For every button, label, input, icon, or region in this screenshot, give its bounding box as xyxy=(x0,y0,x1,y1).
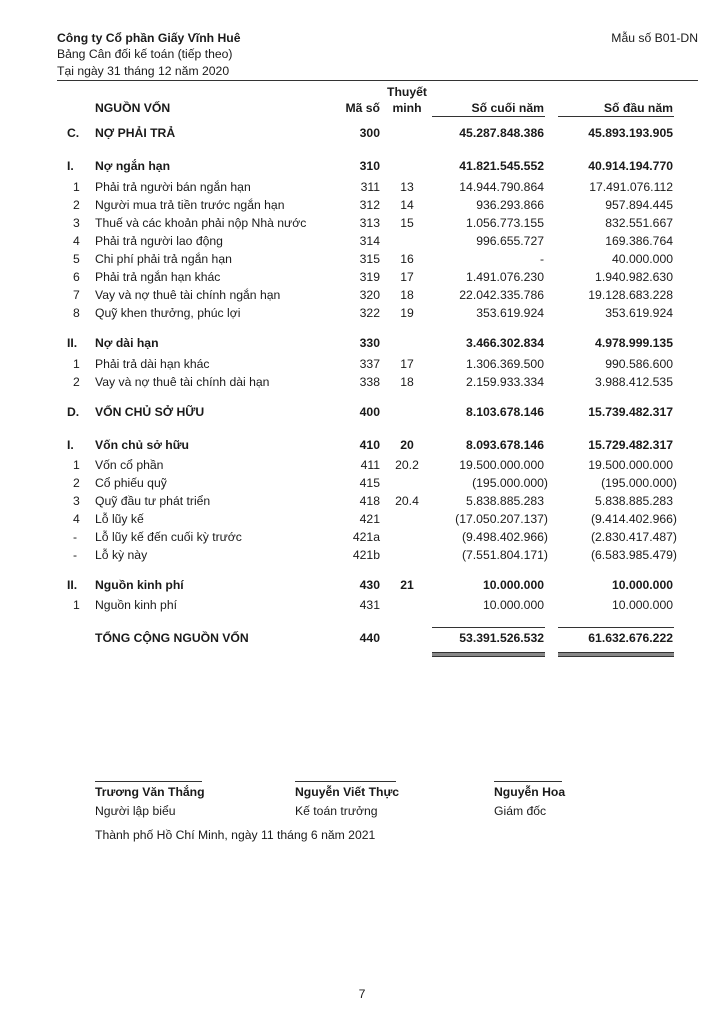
row-end-year-value: - xyxy=(539,252,544,266)
row-begin-year-value: 4.978.999.135 xyxy=(595,336,673,350)
table-row xyxy=(0,494,724,512)
row-index: I. xyxy=(67,159,74,173)
row-label: VỐN CHỦ SỞ HỮU xyxy=(95,405,205,419)
row-label: Vốn cổ phần xyxy=(95,458,164,472)
row-index: 4 xyxy=(73,234,80,248)
table-row xyxy=(0,252,724,270)
table-row xyxy=(0,234,724,252)
row-code: 312 xyxy=(359,198,380,212)
row-index: - xyxy=(73,548,78,562)
total-begin-top-rule xyxy=(558,627,674,628)
row-end-year-value: (17.050.207.137) xyxy=(455,512,548,526)
signature-line-chief-accountant xyxy=(295,781,396,782)
row-label: Phải trả ngắn hạn khác xyxy=(95,270,221,284)
table-row xyxy=(0,270,724,288)
column-header-end-year: Số cuối năm xyxy=(471,101,544,115)
row-index: 1 xyxy=(73,598,80,612)
preparer-role: Người lập biểu xyxy=(95,804,176,818)
director-name: Nguyễn Hoa xyxy=(494,785,566,799)
row-code: 330 xyxy=(359,336,380,350)
column-header-note-line2: minh xyxy=(392,101,422,115)
row-index: 5 xyxy=(73,252,80,266)
row-code: 319 xyxy=(359,270,380,284)
row-begin-year-value: 990.586.600 xyxy=(605,357,673,371)
column-header-code: Mã số xyxy=(345,101,380,115)
row-end-year-value: 19.500.000.000 xyxy=(459,458,544,472)
row-note: 17 xyxy=(400,270,414,284)
chief-accountant-name: Nguyễn Viết Thực xyxy=(295,785,400,799)
row-label: Lỗ kỳ này xyxy=(95,548,148,562)
total-row xyxy=(0,631,724,649)
row-index: I. xyxy=(67,438,74,452)
row-code: 338 xyxy=(359,375,380,389)
row-code: 337 xyxy=(359,357,380,371)
row-begin-year-value: (9.414.402.966) xyxy=(590,512,677,526)
row-begin-year-value: 45.893.193.905 xyxy=(588,126,673,140)
place-and-date: Thành phố Hồ Chí Minh, ngày 11 tháng 6 năm 2021 xyxy=(95,828,376,842)
row-index: 3 xyxy=(73,216,80,230)
row-label: Cổ phiếu quỹ xyxy=(95,476,167,490)
row-code: 440 xyxy=(359,631,380,645)
row-index: D. xyxy=(67,405,80,419)
row-index: 4 xyxy=(73,512,80,526)
table-row xyxy=(0,288,724,306)
total-end-double-rule xyxy=(432,652,545,657)
row-code: 400 xyxy=(359,405,380,419)
table-row xyxy=(0,476,724,494)
row-begin-year-value: (6.583.985.479) xyxy=(590,548,677,562)
section-row xyxy=(0,405,724,423)
row-index: 3 xyxy=(73,494,80,508)
row-code: 311 xyxy=(360,180,380,194)
row-index: II. xyxy=(67,336,78,350)
row-note: 18 xyxy=(400,375,414,389)
row-note: 13 xyxy=(400,180,414,194)
row-begin-year-value: 19.500.000.000 xyxy=(588,458,673,472)
row-begin-year-value: 40.000.000 xyxy=(612,252,673,266)
row-begin-year-value: 17.491.076.112 xyxy=(589,180,673,194)
row-end-year-value: 3.466.302.834 xyxy=(466,336,544,350)
column-header-note-line1: Thuyết xyxy=(387,85,427,99)
page-number: 7 xyxy=(358,987,366,1001)
row-code: 310 xyxy=(359,159,380,173)
end-year-header-underline xyxy=(432,116,545,117)
row-end-year-value: 45.287.848.386 xyxy=(459,126,544,140)
row-begin-year-value: 957.894.445 xyxy=(605,198,673,212)
row-label: Phải trả người lao động xyxy=(95,234,223,248)
section-row xyxy=(0,126,724,144)
preparer-name: Trương Văn Thắng xyxy=(95,785,205,799)
row-label: Lỗ lũy kế đến cuối kỳ trước xyxy=(95,530,242,544)
row-begin-year-value: 832.551.667 xyxy=(605,216,673,230)
row-code: 430 xyxy=(359,578,380,592)
row-code: 431 xyxy=(359,598,380,612)
row-end-year-value: 1.056.773.155 xyxy=(466,216,544,230)
row-begin-year-value: 10.000.000 xyxy=(612,598,673,612)
row-label: NỢ PHẢI TRẢ xyxy=(95,126,176,140)
row-index: 7 xyxy=(73,288,80,302)
row-end-year-value: 10.000.000 xyxy=(483,578,544,592)
table-row xyxy=(0,180,724,198)
form-number: Mẫu số B01-DN xyxy=(611,31,698,45)
row-note: 20.2 xyxy=(395,458,419,472)
row-end-year-value: 14.944.790.864 xyxy=(459,180,544,194)
row-label: Nợ ngắn hạn xyxy=(95,159,171,173)
row-index: C. xyxy=(67,126,80,140)
row-begin-year-value: 5.838.885.283 xyxy=(595,494,673,508)
row-end-year-value: 2.159.933.334 xyxy=(466,375,544,389)
table-row xyxy=(0,216,724,234)
row-index: 2 xyxy=(73,375,80,389)
subtotal-row xyxy=(0,336,724,354)
total-begin-double-rule xyxy=(558,652,674,657)
row-end-year-value: 41.821.545.552 xyxy=(459,159,544,173)
table-row xyxy=(0,512,724,530)
row-label: Chi phí phải trả ngắn hạn xyxy=(95,252,232,266)
row-label: Nợ dài hạn xyxy=(95,336,159,350)
row-end-year-value: 1.306.369.500 xyxy=(466,357,544,371)
row-end-year-value: 996.655.727 xyxy=(476,234,544,248)
row-code: 415 xyxy=(359,476,380,490)
row-index: 1 xyxy=(73,458,80,472)
table-row xyxy=(0,530,724,548)
row-label: Vay và nợ thuê tài chính dài hạn xyxy=(95,375,270,389)
row-begin-year-value: 3.988.412.535 xyxy=(595,375,673,389)
row-note: 14 xyxy=(400,198,414,212)
begin-year-header-underline xyxy=(558,116,674,117)
row-begin-year-value: (195.000.000) xyxy=(601,476,677,490)
row-end-year-value: 353.619.924 xyxy=(476,306,544,320)
row-begin-year-value: (2.830.417.487) xyxy=(590,530,677,544)
column-header-begin-year: Số đầu năm xyxy=(603,101,673,115)
row-end-year-value: 5.838.885.283 xyxy=(466,494,544,508)
row-code: 418 xyxy=(359,494,380,508)
row-begin-year-value: 1.940.982.630 xyxy=(595,270,673,284)
row-code: 314 xyxy=(359,234,380,248)
row-begin-year-value: 15.739.482.317 xyxy=(588,405,673,419)
row-label: Vốn chủ sở hữu xyxy=(95,438,190,452)
row-label: Thuế và các khoản phải nộp Nhà nước xyxy=(95,216,307,230)
row-code: 315 xyxy=(359,252,380,266)
row-begin-year-value: 40.914.194.770 xyxy=(588,159,673,173)
header-divider xyxy=(57,80,698,81)
total-end-top-rule xyxy=(432,627,545,628)
row-begin-year-value: 169.386.764 xyxy=(605,234,673,248)
row-end-year-value: 1.491.076.230 xyxy=(466,270,544,284)
row-label: Quỹ đầu tư phát triển xyxy=(95,494,211,508)
row-end-year-value: (9.498.402.966) xyxy=(461,530,548,544)
row-index: 6 xyxy=(73,270,80,284)
table-row xyxy=(0,198,724,216)
row-end-year-value: 22.042.335.786 xyxy=(459,288,544,302)
row-code: 322 xyxy=(359,306,380,320)
row-code: 421a xyxy=(352,530,380,544)
row-code: 300 xyxy=(359,126,380,140)
row-index: II. xyxy=(67,578,78,592)
row-note: 16 xyxy=(400,252,414,266)
signature-line-director xyxy=(494,781,562,782)
row-code: 421 xyxy=(359,512,380,526)
row-label: TỔNG CỘNG NGUỒN VỐN xyxy=(95,631,249,645)
row-index: 8 xyxy=(73,306,80,320)
table-row xyxy=(0,458,724,476)
row-note: 15 xyxy=(400,216,414,230)
row-end-year-value: 8.103.678.146 xyxy=(466,405,544,419)
table-row xyxy=(0,306,724,324)
row-code: 421b xyxy=(352,548,380,562)
row-end-year-value: 53.391.526.532 xyxy=(459,631,544,645)
row-index: 2 xyxy=(73,476,80,490)
table-row xyxy=(0,357,724,375)
row-label: Người mua trả tiền trước ngắn hạn xyxy=(95,198,285,212)
row-code: 411 xyxy=(360,458,380,472)
row-note: 19 xyxy=(400,306,414,320)
table-row xyxy=(0,548,724,566)
row-index: 2 xyxy=(73,198,80,212)
row-index: 1 xyxy=(73,357,80,371)
row-label: Phải trả người bán ngắn hạn xyxy=(95,180,251,194)
row-begin-year-value: 61.632.676.222 xyxy=(588,631,673,645)
company-name: Công ty Cổ phần Giấy Vĩnh Huê xyxy=(57,31,241,45)
row-end-year-value: 10.000.000 xyxy=(483,598,544,612)
row-label: Lỗ lũy kế xyxy=(95,512,144,526)
row-begin-year-value: 19.128.683.228 xyxy=(588,288,673,302)
table-row xyxy=(0,375,724,393)
row-end-year-value: (195.000.000) xyxy=(472,476,548,490)
document-subtitle: Bảng Cân đối kế toán (tiếp theo) xyxy=(57,47,233,61)
row-begin-year-value: 15.729.482.317 xyxy=(588,438,673,452)
row-note: 20 xyxy=(400,438,414,452)
row-label: Nguồn kinh phí xyxy=(95,578,184,592)
row-end-year-value: 936.293.866 xyxy=(476,198,544,212)
column-header-source: NGUỒN VỐN xyxy=(95,101,171,115)
report-date: Tại ngày 31 tháng 12 năm 2020 xyxy=(57,64,230,78)
subtotal-row xyxy=(0,159,724,177)
row-begin-year-value: 10.000.000 xyxy=(612,578,673,592)
row-note: 17 xyxy=(400,357,414,371)
row-note: 20.4 xyxy=(395,494,419,508)
row-label: Quỹ khen thưởng, phúc lợi xyxy=(95,306,241,320)
row-index: - xyxy=(73,530,78,544)
row-note: 21 xyxy=(400,578,414,592)
row-end-year-value: (7.551.804.171) xyxy=(461,548,548,562)
director-role: Giám đốc xyxy=(494,804,547,818)
row-label: Nguồn kinh phí xyxy=(95,598,177,612)
row-end-year-value: 8.093.678.146 xyxy=(466,438,544,452)
subtotal-row xyxy=(0,438,724,456)
row-note: 18 xyxy=(400,288,414,302)
row-begin-year-value: 353.619.924 xyxy=(605,306,673,320)
row-index: 1 xyxy=(73,180,80,194)
row-code: 313 xyxy=(359,216,380,230)
row-label: Vay và nợ thuê tài chính ngắn hạn xyxy=(95,288,281,302)
row-label: Phải trả dài hạn khác xyxy=(95,357,210,371)
table-row xyxy=(0,598,724,616)
row-code: 320 xyxy=(359,288,380,302)
subtotal-row xyxy=(0,578,724,596)
row-code: 410 xyxy=(359,438,380,452)
signature-line-preparer xyxy=(95,781,202,782)
chief-accountant-role: Kế toán trưởng xyxy=(295,804,378,818)
